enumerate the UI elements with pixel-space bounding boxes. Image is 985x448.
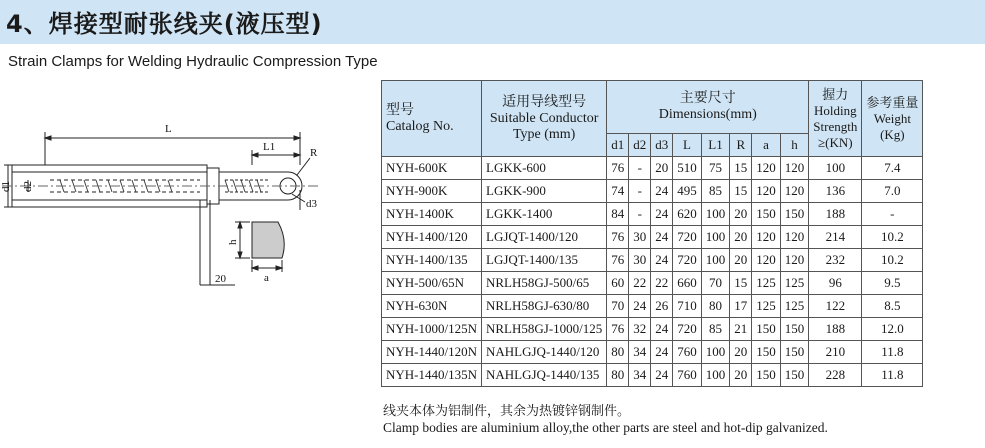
header-catalog-en: Catalog No. xyxy=(386,118,454,134)
table-row xyxy=(382,203,923,226)
cell-L1: 85 xyxy=(701,180,730,203)
cell-holding: 122 xyxy=(809,295,862,318)
cell-d3: 24 xyxy=(651,318,673,341)
cell-R: 20 xyxy=(730,341,752,364)
header-holding-en3: ≥(KN) xyxy=(818,134,853,150)
cell-catalog: NYH-500/65N xyxy=(382,272,482,295)
header-dims-en: Dimensions(mm) xyxy=(658,107,757,122)
label-h: h xyxy=(227,239,239,245)
cell-catalog: NYH-600K xyxy=(382,157,482,180)
cell-d1: 60 xyxy=(607,272,629,295)
cell-a: 120 xyxy=(752,157,781,180)
section-title: 4、焊接型耐张线夹(液压型) xyxy=(6,10,323,38)
cell-a: 120 xyxy=(752,226,781,249)
cell-d3: 24 xyxy=(651,341,673,364)
subheader-R: R xyxy=(730,134,752,157)
spec-table-body xyxy=(382,157,923,387)
header-dims-cn: 主要尺寸 xyxy=(679,91,736,106)
subheader-L: L xyxy=(673,134,702,157)
cell-L1: 100 xyxy=(701,203,730,226)
clamp-technical-drawing xyxy=(0,110,375,300)
cell-weight: - xyxy=(862,203,923,226)
cell-weight: 10.2 xyxy=(862,249,923,272)
cell-d3: 24 xyxy=(651,180,673,203)
cell-d1: 76 xyxy=(607,249,629,272)
cell-conductor: NRLH58GJ-500/65 xyxy=(482,272,607,295)
cell-d2: 34 xyxy=(629,364,651,387)
cell-h: 120 xyxy=(780,157,809,180)
cell-d2: 22 xyxy=(629,272,651,295)
header-catalog xyxy=(382,81,482,157)
table-row xyxy=(382,249,923,272)
cell-holding: 210 xyxy=(809,341,862,364)
cell-L: 760 xyxy=(673,341,702,364)
cell-holding: 136 xyxy=(809,180,862,203)
cell-d1: 70 xyxy=(607,295,629,318)
cell-holding: 100 xyxy=(809,157,862,180)
cell-L1: 100 xyxy=(701,341,730,364)
cell-d1: 76 xyxy=(607,226,629,249)
cell-d3: 24 xyxy=(651,203,673,226)
header-holding xyxy=(809,81,862,157)
header-weight-en2: (Kg) xyxy=(880,126,905,142)
cell-L: 720 xyxy=(673,318,702,341)
subheader-d2: d2 xyxy=(629,134,651,157)
label-d1: d1 xyxy=(0,181,12,192)
cell-catalog: NYH-630N xyxy=(382,295,482,318)
cell-weight: 9.5 xyxy=(862,272,923,295)
cell-d2: 32 xyxy=(629,318,651,341)
cell-weight: 11.8 xyxy=(862,364,923,387)
cell-holding: 188 xyxy=(809,318,862,341)
header-dimensions xyxy=(607,81,809,134)
header-conductor-en2: Type (mm) xyxy=(512,126,576,142)
header-conductor xyxy=(482,81,607,157)
cell-h: 120 xyxy=(780,180,809,203)
label-L: L xyxy=(165,123,172,135)
subheader-a: a xyxy=(752,134,781,157)
cell-weight: 7.4 xyxy=(862,157,923,180)
cell-d1: 84 xyxy=(607,203,629,226)
cell-catalog: NYH-1440/135N xyxy=(382,364,482,387)
cell-holding: 188 xyxy=(809,203,862,226)
cell-L: 620 xyxy=(673,203,702,226)
cell-R: 15 xyxy=(730,180,752,203)
header-holding-en2: Strength xyxy=(813,118,858,134)
cell-d2: - xyxy=(629,203,651,226)
cell-L: 720 xyxy=(673,249,702,272)
cell-d2: 30 xyxy=(629,226,651,249)
label-20: 20 xyxy=(215,273,226,285)
label-R: R xyxy=(310,147,318,159)
cell-L1: 70 xyxy=(701,272,730,295)
section-subtitle: Strain Clamps for Welding Hydraulic Compression Type xyxy=(8,53,378,70)
table-row xyxy=(382,341,923,364)
cell-d3: 22 xyxy=(651,272,673,295)
cell-L1: 75 xyxy=(701,157,730,180)
footnote-en: Clamp bodies are aluminium alloy,the other parts are steel and hot-dip galvanized. xyxy=(383,420,828,435)
cell-L1: 80 xyxy=(701,295,730,318)
header-holding-cn: 握力 xyxy=(822,86,849,102)
cell-holding: 228 xyxy=(809,364,862,387)
label-d2: d2 xyxy=(22,181,34,192)
cell-catalog: NYH-1400K xyxy=(382,203,482,226)
cell-L1: 100 xyxy=(701,364,730,387)
cell-R: 15 xyxy=(730,272,752,295)
subheader-L1: L1 xyxy=(701,134,730,157)
cell-R: 20 xyxy=(730,226,752,249)
section-banner xyxy=(0,0,985,44)
cell-L1: 100 xyxy=(701,226,730,249)
cell-weight: 7.0 xyxy=(862,180,923,203)
cell-weight: 12.0 xyxy=(862,318,923,341)
cell-d1: 74 xyxy=(607,180,629,203)
cell-weight: 10.2 xyxy=(862,226,923,249)
cell-h: 125 xyxy=(780,295,809,318)
label-d3: d3 xyxy=(306,198,317,210)
cell-L: 710 xyxy=(673,295,702,318)
cell-R: 20 xyxy=(730,364,752,387)
table-row xyxy=(382,364,923,387)
cell-catalog: NYH-1440/120N xyxy=(382,341,482,364)
cell-catalog: NYH-1000/125N xyxy=(382,318,482,341)
cell-h: 150 xyxy=(780,364,809,387)
cell-d2: 34 xyxy=(629,341,651,364)
cell-h: 120 xyxy=(780,226,809,249)
cell-d3: 20 xyxy=(651,157,673,180)
cell-holding: 232 xyxy=(809,249,862,272)
header-catalog-cn: 型号 xyxy=(386,102,414,118)
cell-a: 150 xyxy=(752,364,781,387)
cell-conductor: LGKK-900 xyxy=(482,180,607,203)
cell-catalog: NYH-1400/120 xyxy=(382,226,482,249)
cell-L: 760 xyxy=(673,364,702,387)
cell-conductor: LGJQT-1400/135 xyxy=(482,249,607,272)
cell-conductor: LGJQT-1400/120 xyxy=(482,226,607,249)
cell-R: 17 xyxy=(730,295,752,318)
subheader-h: h xyxy=(780,134,809,157)
cell-d3: 24 xyxy=(651,364,673,387)
cell-d2: - xyxy=(629,157,651,180)
cell-h: 125 xyxy=(780,272,809,295)
cell-weight: 11.8 xyxy=(862,341,923,364)
cell-h: 150 xyxy=(780,341,809,364)
cell-L1: 85 xyxy=(701,318,730,341)
table-row xyxy=(382,157,923,180)
cell-d1: 76 xyxy=(607,318,629,341)
cell-a: 150 xyxy=(752,318,781,341)
table-row xyxy=(382,226,923,249)
cell-L: 720 xyxy=(673,226,702,249)
cell-catalog: NYH-900K xyxy=(382,180,482,203)
cell-a: 150 xyxy=(752,203,781,226)
table-row xyxy=(382,318,923,341)
table-row xyxy=(382,180,923,203)
cell-d2: - xyxy=(629,180,651,203)
cell-h: 120 xyxy=(780,249,809,272)
cell-holding: 96 xyxy=(809,272,862,295)
cell-L1: 100 xyxy=(701,249,730,272)
cell-a: 125 xyxy=(752,272,781,295)
header-conductor-en1: Suitable Conductor xyxy=(489,110,599,126)
header-weight-cn: 参考重量 xyxy=(866,94,919,110)
cell-R: 21 xyxy=(730,318,752,341)
cell-L: 660 xyxy=(673,272,702,295)
cell-catalog: NYH-1400/135 xyxy=(382,249,482,272)
cell-a: 150 xyxy=(752,341,781,364)
table-row xyxy=(382,272,923,295)
cell-conductor: LGKK-600 xyxy=(482,157,607,180)
header-weight xyxy=(862,81,923,157)
footnote-cn: 线夹本体为铝制件，其余为热镀锌钢制件。 xyxy=(383,404,631,419)
cell-conductor: LGKK-1400 xyxy=(482,203,607,226)
header-conductor-cn: 适用导线型号 xyxy=(502,94,587,110)
cell-R: 15 xyxy=(730,157,752,180)
cell-h: 150 xyxy=(780,318,809,341)
cell-d1: 80 xyxy=(607,364,629,387)
cell-d1: 76 xyxy=(607,157,629,180)
subheader-d3: d3 xyxy=(651,134,673,157)
label-L1: L1 xyxy=(263,141,276,153)
cell-d2: 24 xyxy=(629,295,651,318)
table-row xyxy=(382,295,923,318)
cell-a: 120 xyxy=(752,180,781,203)
cell-d3: 26 xyxy=(651,295,673,318)
cell-L: 495 xyxy=(673,180,702,203)
cell-d1: 80 xyxy=(607,341,629,364)
cell-L: 510 xyxy=(673,157,702,180)
cell-a: 120 xyxy=(752,249,781,272)
label-a: a xyxy=(264,272,269,284)
cell-conductor: NRLH58GJ-630/80 xyxy=(482,295,607,318)
header-holding-en1: Holding xyxy=(814,102,857,118)
cell-a: 125 xyxy=(752,295,781,318)
cell-conductor: NAHLGJQ-1440/120 xyxy=(482,341,607,364)
cell-h: 150 xyxy=(780,203,809,226)
cell-d3: 24 xyxy=(651,226,673,249)
cell-d2: 30 xyxy=(629,249,651,272)
cell-conductor: NRLH58GJ-1000/125 xyxy=(482,318,607,341)
cell-R: 20 xyxy=(730,203,752,226)
cell-holding: 214 xyxy=(809,226,862,249)
cell-weight: 8.5 xyxy=(862,295,923,318)
cell-d3: 24 xyxy=(651,249,673,272)
cell-conductor: NAHLGJQ-1440/135 xyxy=(482,364,607,387)
subheader-d1: d1 xyxy=(607,134,629,157)
header-weight-en1: Weight xyxy=(873,110,911,126)
cell-R: 20 xyxy=(730,249,752,272)
spec-table xyxy=(381,80,923,387)
